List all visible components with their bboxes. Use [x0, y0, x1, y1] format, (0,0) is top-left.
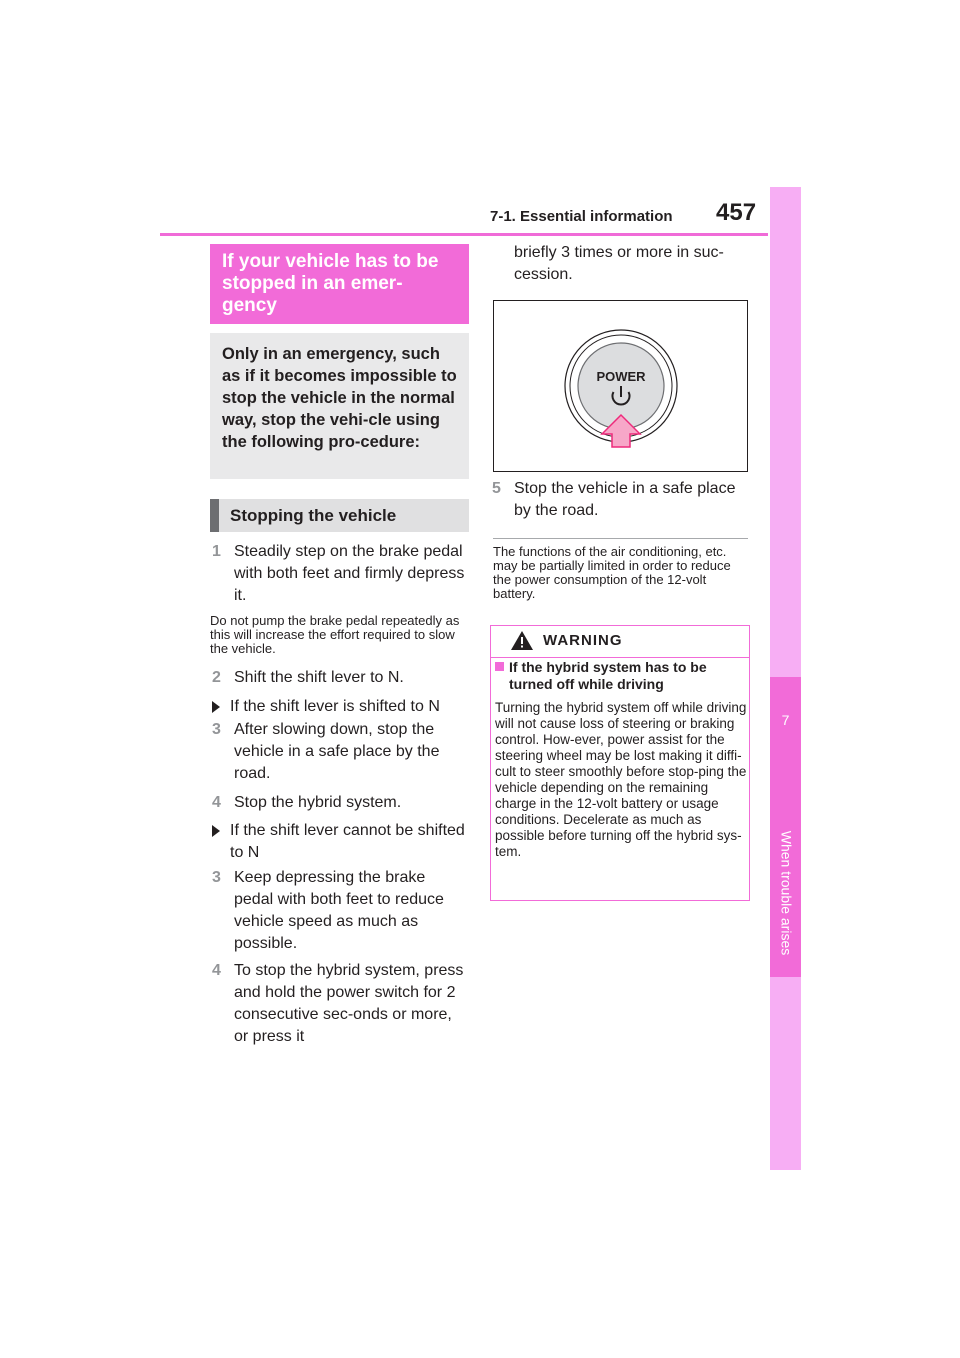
- step-text: After slowing down, stop the vehicle in a safe place by the road.: [234, 721, 440, 782]
- step-3b: [212, 867, 468, 955]
- step-1: [212, 541, 468, 607]
- step-4b-continued: [492, 242, 750, 286]
- header-rule: [160, 233, 768, 236]
- step-number: 2: [212, 669, 221, 686]
- step-number: 4: [212, 794, 221, 811]
- sub-heading: Stopping the vehicle: [210, 499, 469, 532]
- step-1-note: Do not pump the brake pedal repeatedly as this will increase the effort required to slow the vehicle.: [210, 613, 460, 656]
- warning-label: WARNING: [543, 632, 623, 649]
- step-4b: [212, 960, 468, 1048]
- condition-shifted: [212, 696, 468, 718]
- square-bullet-icon: [495, 662, 504, 671]
- step-4a: [212, 792, 468, 814]
- step-5: [492, 478, 750, 522]
- warning-subheading: [495, 659, 745, 693]
- main-heading: If your vehicle has to be stopped in an emer-gency: [210, 244, 469, 324]
- step-number: 1: [212, 543, 221, 560]
- step-number: 3: [212, 721, 221, 738]
- power-switch-illustration: [494, 301, 747, 471]
- condition-not-shifted: [212, 820, 468, 864]
- step-number: 4: [212, 962, 221, 979]
- battery-note: The functions of the air conditioning, etc. may be partially limited in order to reduce the power consumption of the 12-volt battery.: [493, 544, 731, 601]
- step-number: 3: [212, 869, 221, 886]
- step-text: Keep depressing the brake pedal with both feet to reduce vehicle speed as much as possible.: [234, 869, 444, 952]
- chapter-label: When trouble arises: [778, 830, 795, 956]
- step-text: Steadily step on the brake pedal with both feet and firmly depress it.: [234, 543, 465, 604]
- page-number: 457: [716, 199, 757, 226]
- condition-text: If the shift lever cannot be shifted to N: [230, 822, 465, 861]
- triangle-bullet-icon: [212, 825, 220, 837]
- step-text: briefly 3 times or more in suc-cession.: [514, 244, 724, 283]
- triangle-bullet-icon: [212, 701, 220, 713]
- step-3a: [212, 719, 468, 785]
- power-switch-figure: [493, 300, 748, 472]
- step-text: Stop the hybrid system.: [234, 794, 402, 811]
- warning-triangle-icon: [510, 630, 534, 656]
- step-text: Stop the vehicle in a safe place by the road.: [514, 480, 736, 519]
- chapter-label-wrapper: [771, 818, 801, 968]
- chapter-number: 7: [781, 712, 790, 728]
- section-title: 7-1. Essential information: [490, 208, 673, 225]
- warning-body: Turning the hybrid system off while driving will not cause loss of steering or braking control. How-ever, power assist for the steering wheel may be lost making it diffi-cult to steer smoothly before stop-ping the vehicle depending on the remaining charge in the 12-volt battery or usage conditions. Decelerate as much as possible before turning off the hybrid sys-tem.: [495, 700, 747, 859]
- step-text: To stop the hybrid system, press and hold the power switch for 2 consecutive sec-onds or more, or press it: [234, 962, 464, 1045]
- step-2: [212, 667, 468, 689]
- step-number: 5: [492, 480, 501, 497]
- step-text: Shift the shift lever to N.: [234, 669, 404, 686]
- note-divider: [493, 538, 748, 539]
- power-button-label: POWER: [596, 369, 646, 384]
- condition-text: If the shift lever is shifted to N: [230, 698, 440, 715]
- warning-subheading-text: If the hybrid system has to be turned off while driving: [509, 659, 707, 692]
- intro-box: Only in an emergency, such as if it becomes impossible to stop the vehicle in the normal way, stop the vehi-cle using the following pro-cedure:: [210, 333, 469, 479]
